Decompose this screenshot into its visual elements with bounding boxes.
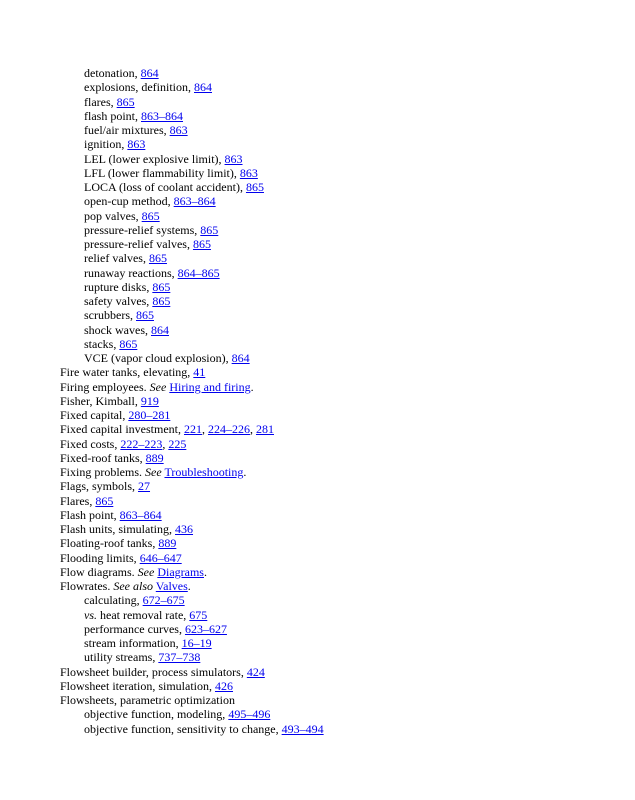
entry-text: relief valves, (84, 251, 149, 266)
entry-text: . (243, 465, 247, 479)
page-reference-link[interactable]: 495–496 (228, 707, 271, 722)
page-reference-link[interactable]: 864 (231, 351, 250, 365)
entry-text: objective function, modeling, (84, 707, 229, 722)
index-subentry (0, 707, 635, 721)
page-reference-link[interactable]: 919 (140, 393, 159, 408)
entry-text: Flares, (60, 493, 96, 508)
index-subentry (0, 123, 635, 137)
page-reference-link[interactable]: 675 (189, 607, 208, 622)
index-subentry (0, 223, 635, 237)
index-entry (0, 522, 635, 536)
index-subentry (0, 109, 635, 123)
cross-reference-label: See (145, 465, 162, 479)
index-entry (0, 665, 635, 679)
entry-text: flares, (84, 94, 117, 109)
page-reference-link[interactable]: Hiring and firing (169, 379, 251, 394)
index-subentry (0, 351, 635, 365)
entry-text: shock waves, (84, 322, 151, 337)
index-entry (0, 579, 635, 593)
entry-text: Flowsheet builder, process simulators, (60, 664, 247, 679)
index-subentry (0, 80, 635, 94)
entry-text: LEL (lower explosive limit), (84, 151, 225, 166)
index-entry (0, 494, 635, 508)
entry-text: pop valves, (84, 208, 142, 223)
entry-text: objective function, sensitivity to change, (84, 721, 282, 736)
entry-text: utility streams, (84, 650, 159, 665)
entry-text: Flowsheets, parametric optimization (60, 693, 235, 707)
index-subentry (0, 266, 635, 280)
index-subentry (0, 251, 635, 265)
page-reference-link[interactable]: 865 (245, 180, 264, 194)
cross-reference-label: See also (113, 579, 153, 593)
index-entry (0, 365, 635, 379)
page-reference-link[interactable]: Diagrams (157, 564, 204, 579)
cross-reference-label: vs. (84, 607, 97, 622)
entry-text: runaway reactions, (84, 265, 178, 280)
page-reference-link[interactable]: 646–647 (139, 550, 182, 565)
entry-text: Flowsheet iteration, simulation, (60, 678, 215, 693)
entry-text: Fixing problems. (60, 465, 146, 479)
page-reference-link[interactable]: 863 (239, 165, 258, 180)
entry-text: stream information, (84, 636, 182, 650)
page-reference-link[interactable]: 222–223 (120, 436, 163, 451)
index-entry (0, 408, 635, 422)
entry-text: . (250, 379, 254, 394)
entry-text: , (249, 422, 256, 437)
entry-text: ignition, (84, 137, 128, 152)
page-reference-link[interactable]: 41 (193, 365, 206, 380)
page-reference-link[interactable]: 737–738 (158, 650, 201, 665)
entry-text: VCE (vapor cloud explosion), (84, 351, 232, 365)
index-subentry (0, 280, 635, 294)
index-entry (0, 551, 635, 565)
entry-text: performance curves, (84, 621, 185, 636)
entry-text: Floating-roof tanks, (60, 536, 159, 551)
page-reference-link[interactable]: 865 (135, 308, 154, 323)
index-subentry (0, 180, 635, 194)
index-entry (0, 451, 635, 465)
page-reference-link[interactable]: 865 (148, 251, 167, 266)
page-reference-link[interactable]: 863 (169, 123, 188, 137)
page-reference-link[interactable]: 623–627 (184, 621, 227, 636)
cross-reference-label: See (137, 564, 155, 579)
entry-text: calculating, (84, 593, 143, 608)
page-reference-link[interactable]: 865 (152, 279, 171, 294)
page-reference-link[interactable]: 865 (95, 493, 114, 508)
entry-text: Fixed capital investment, (60, 422, 184, 437)
entry-text: LOCA (loss of coolant accident), (84, 180, 246, 194)
page-reference-link[interactable]: 863–864 (119, 507, 162, 522)
page-reference-link[interactable]: 863 (224, 151, 243, 166)
index-subentry (0, 722, 635, 736)
index-entry (0, 422, 635, 436)
index-subentry (0, 237, 635, 251)
entry-text: stacks, (84, 336, 120, 351)
index-entry (0, 380, 635, 394)
page-reference-link[interactable]: 889 (145, 450, 164, 465)
page-reference-link[interactable]: 436 (175, 522, 194, 536)
page-reference-link[interactable]: 865 (200, 222, 219, 237)
entry-text: pressure-relief valves, (84, 237, 193, 251)
index-subentry (0, 66, 635, 80)
index-entry (0, 437, 635, 451)
entry-text: explosions, definition, (84, 80, 194, 95)
page-reference-link[interactable]: 864 (194, 80, 212, 95)
entry-text: Fixed costs, (60, 436, 121, 451)
page-reference-link[interactable]: 672–675 (142, 593, 185, 608)
index-subentry (0, 209, 635, 223)
index-entry (0, 565, 635, 579)
entry-text: rupture disks, (84, 279, 153, 294)
entry-text: heat removal rate, (97, 607, 190, 622)
entry-text: Flooding limits, (60, 550, 140, 565)
index-entry (0, 679, 635, 693)
page-reference-link[interactable]: 27 (138, 479, 151, 494)
entry-text: Flags, symbols, (60, 479, 139, 494)
entry-text: . (187, 579, 191, 593)
index-subentry (0, 323, 635, 337)
index-subentry (0, 337, 635, 351)
page-reference-link[interactable]: 280–281 (128, 408, 171, 422)
index-subentry (0, 95, 635, 109)
entry-text: Fisher, Kimball, (60, 393, 141, 408)
index-subentry (0, 650, 635, 664)
entry-text: , (201, 422, 208, 437)
page-reference-link[interactable]: 865 (152, 294, 171, 308)
entry-text: Flowrates. (60, 579, 114, 593)
page-reference-link[interactable]: 281 (255, 422, 274, 437)
entry-text: Flash units, simulating, (60, 522, 176, 536)
page-reference-link[interactable]: 864 (140, 66, 159, 80)
page-reference-link[interactable]: 865 (141, 208, 160, 223)
entry-text: Flash point, (60, 507, 120, 522)
entry-text: open-cup method, (84, 194, 174, 209)
page-reference-link[interactable]: 424 (246, 664, 265, 679)
index-subentry (0, 294, 635, 308)
page-reference-link[interactable]: 221 (183, 422, 202, 437)
entry-text: detonation, (84, 66, 141, 80)
entry-text: Flow diagrams. (60, 564, 138, 579)
entry-text: Fixed capital, (60, 408, 129, 422)
page-reference-link[interactable]: 225 (168, 436, 187, 451)
page-reference-link[interactable]: 863–864 (141, 108, 183, 123)
page-reference-link[interactable]: 426 (214, 678, 233, 693)
page-reference-link[interactable]: 864 (150, 322, 169, 337)
page-reference-link[interactable]: Valves (155, 579, 188, 593)
index-subentry (0, 166, 635, 180)
entry-text: Firing employees. (60, 379, 150, 394)
index-entry (0, 693, 635, 707)
index-subentry (0, 636, 635, 650)
page-reference-link[interactable]: 863 (127, 137, 146, 152)
index-subentry (0, 308, 635, 322)
entry-text: Fire water tanks, elevating, (60, 365, 194, 380)
page-reference-link[interactable]: 889 (158, 536, 177, 551)
index-entry (0, 394, 635, 408)
page-reference-link[interactable]: 493–494 (281, 721, 324, 736)
entry-text: fuel/air mixtures, (84, 123, 170, 137)
index-subentry (0, 194, 635, 208)
index-entry (0, 536, 635, 550)
index-entry (0, 508, 635, 522)
entry-text: scrubbers, (84, 308, 136, 323)
index-entry (0, 479, 635, 493)
index-subentry (0, 608, 635, 622)
entry-text: safety valves, (84, 294, 153, 308)
page-reference-link[interactable]: 865 (119, 336, 138, 351)
entry-text: flash point, (84, 108, 141, 123)
index-subentry (0, 593, 635, 607)
page-reference-link[interactable]: 863–864 (173, 194, 216, 209)
entry-text: Fixed-roof tanks, (60, 450, 146, 465)
entry-text: LFL (lower flammability limit), (84, 165, 240, 180)
page-reference-link[interactable]: 224–226 (207, 422, 250, 437)
page-reference-link[interactable]: 865 (116, 94, 135, 109)
entry-text: pressure-relief systems, (84, 222, 201, 237)
page-reference-link[interactable]: 864–865 (177, 265, 220, 280)
index-subentry (0, 622, 635, 636)
index-subentry (0, 137, 635, 151)
index-entry (0, 465, 635, 479)
index-subentry (0, 152, 635, 166)
page-reference-link[interactable]: Troubleshooting (164, 465, 244, 479)
page-reference-link[interactable]: 865 (192, 237, 211, 251)
index-page (0, 66, 635, 736)
cross-reference-label: See (149, 379, 167, 394)
entry-text: , (162, 436, 169, 451)
page-reference-link[interactable]: 16–19 (181, 636, 212, 650)
entry-text: . (203, 564, 207, 579)
